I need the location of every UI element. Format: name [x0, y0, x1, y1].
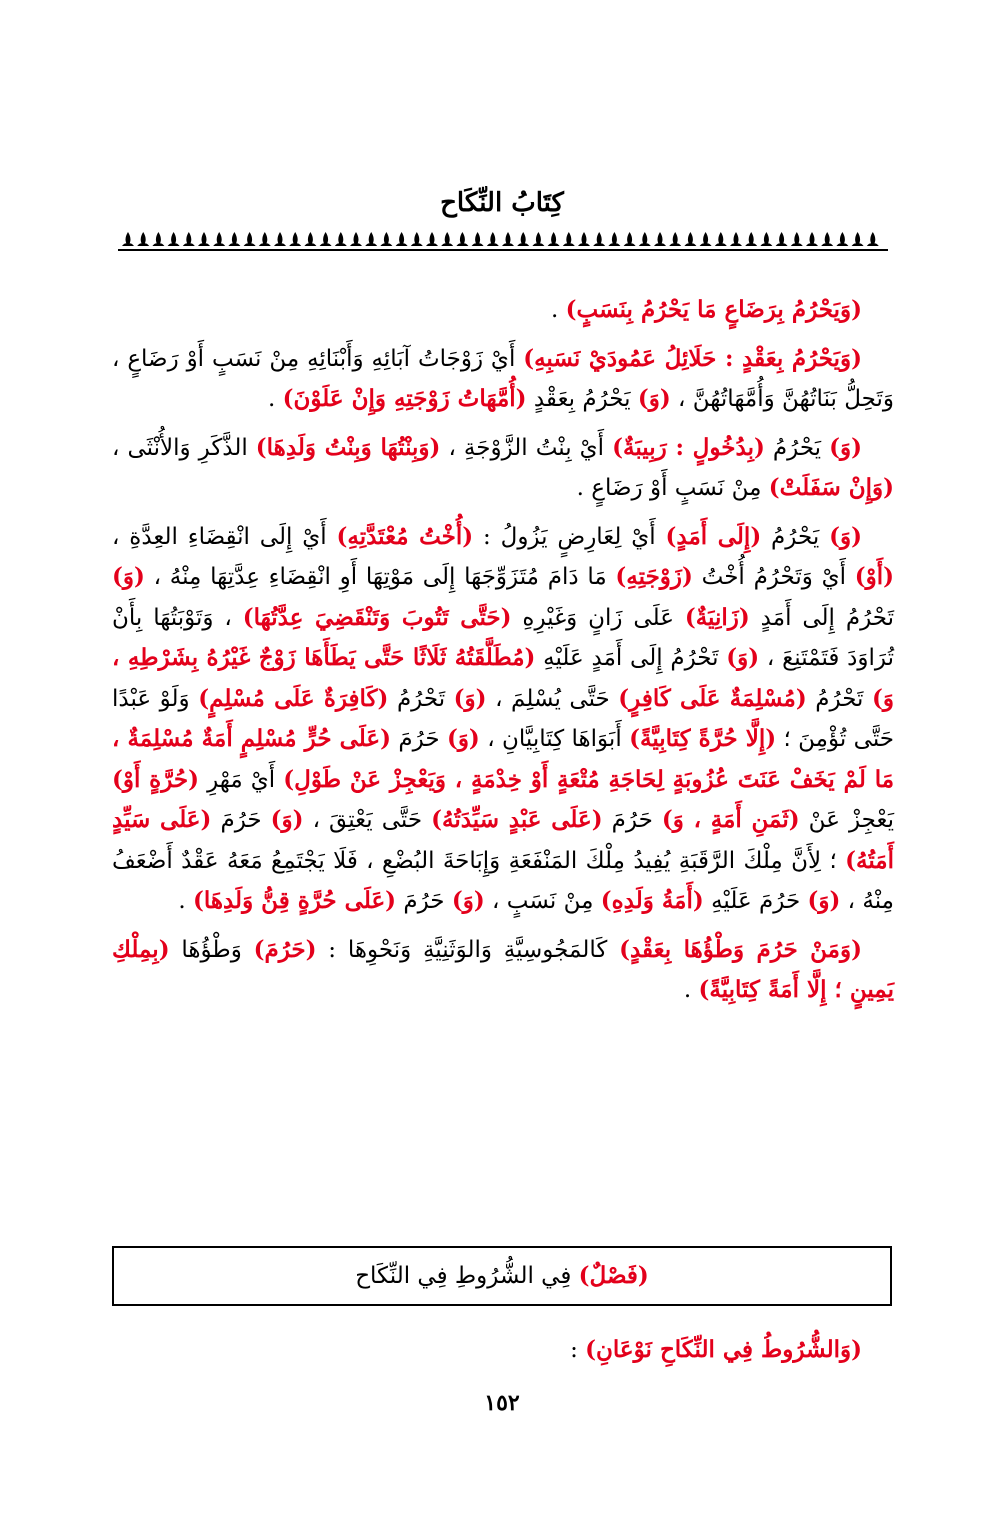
sharh-text: .	[267, 386, 283, 412]
sharh-text: حَتَّى يُسْلِمَ ،	[486, 685, 619, 712]
sharh-text: حَرُمَ	[391, 726, 447, 752]
matn-text: (مُسْلِمَةٌ عَلَى كَافِرٍ)	[618, 684, 807, 712]
matn-text: (عَلَى حُرٍّ مُسْلِمٍ أَمَةٌ مُسْلِمَةٌ ، مَا لَمْ يَخَفْ عَنَتَ عُزُوبَةٍ لِحَاجَةِ مُتْعَةٍ أَوْ خِدْمَةٍ ، وَيَعْجِزْ عَنْ طَوْلِ)	[112, 725, 895, 793]
section-heading-box	[112, 1246, 892, 1306]
matn-text: (حَتَّى تَتُوبَ وَتَنْقَضِيَ عِدَّتُهَا)	[242, 603, 512, 631]
sharh-text: أَيْ زَوْجَاتُ آبَائِهِ وَأَبْنَائِهِ مِنْ نَسَبٍ أَوْ رَضَاعٍ ، وَتَحِلُّ بَنَاتُهُنَّ وَأُمَّهَاتُهُنَّ ،	[112, 345, 894, 412]
paragraph	[112, 428, 894, 509]
matn-text: (حُرَّةٍ أَوْ)	[112, 765, 200, 793]
matn-text: (وَ)	[829, 522, 862, 550]
matn-text: (وَ)	[807, 887, 841, 914]
main-text	[112, 290, 894, 1019]
sharh-text: ، وَتَوْبَتُهَا بِأَنْ تُرَاوَدَ فَتَمْتَنِعَ ،	[112, 604, 895, 671]
sharh-text: يَحْرُمُ	[764, 434, 830, 461]
sharh-text: يَعْجِزْ عَنْ	[799, 807, 894, 833]
section-title: فِي الشُّرُوطِ فِي النِّكَاح	[355, 1263, 579, 1289]
matn-text: (وَبِنْتُهَا وَبِنْتُ وَلَدِهَا)	[255, 433, 441, 461]
sharh-text: أَبَوَاهَا كِتَابِيَّانِ ،	[479, 726, 630, 752]
matn-text: (إِلَى أَمَدٍ)	[665, 522, 762, 550]
matn-text: (مُطَلَّقَتُهُ ثَلَاثًا حَتَّى يَطَأَهَا زَوْجٌ غَيْرُهُ بِشَرْطِهِ ، وَ)	[112, 644, 894, 712]
matn-text: (وَ)	[453, 684, 487, 712]
sharh-text: تَحْرُمُ	[806, 685, 872, 712]
matn-text: (حَرُمَ)	[253, 935, 317, 963]
section-first-line	[112, 1330, 894, 1370]
matn-text: (بِمِلْكِ يَمِينٍ ؛ إِلَّا أَمَةً كِتَابِيَّةً)	[112, 935, 894, 1003]
matn-text: (وَمَنْ حَرُمَ وَطْؤُهَا بِعَقْدٍ)	[619, 935, 862, 963]
paragraph	[112, 517, 894, 922]
sharh-text: ؛ لِأَنَّ مِلْكَ الرَّقَبَةِ يُفِيدُ مِلْكَ المَنْفَعَةِ وَإِبَاحَةَ البُضْعِ ، فَلَا يَجْتَمِعُ مَعَهُ عَقْدٌ أَضْعَفُ مِنْهُ ،	[112, 847, 894, 914]
matn-text: (أَوْ)	[854, 563, 894, 590]
paragraph	[112, 930, 894, 1011]
sharh-text: مِنْ نَسَبٍ أَوْ رَضَاعٍ .	[576, 475, 769, 501]
section-label: (فَصْلٌ)	[578, 1262, 649, 1289]
section-intro-red: (وَالشُّرُوطُ فِي النِّكَاحِ نَوْعَانِ)	[585, 1336, 862, 1363]
sharh-text: أَيْ مَهْرِ	[199, 766, 284, 793]
section-intro-black: :	[570, 1337, 586, 1363]
matn-text: (ثَمَنِ أَمَةٍ ، وَ)	[661, 806, 800, 833]
matn-text: (وَيَحْرُمُ بِعَقْدٍ : حَلَائِلُ عَمُودَيْ نَسَبِهِ)	[523, 344, 862, 372]
matn-text: (زَانِيَةٌ)	[684, 603, 750, 631]
sharh-text: .	[550, 297, 566, 323]
sharh-text: مَا دَامَ مُتَزَوِّجَهَا إِلَى مَوْتِهَا أَوِ انْقِضَاءِ عِدَّتِهَا مِنْهُ ،	[144, 564, 616, 590]
page-number: ١٥٢	[484, 1390, 520, 1416]
matn-text: (وَيَحْرُمُ بِرَضَاعٍ مَا يَحْرُمُ بِنَسَبٍ)	[565, 296, 862, 323]
sharh-text: تَحْرُمُ إِلَى أَمَدٍ	[749, 604, 895, 631]
sharh-text: يَحْرُمُ بِعَقْدٍ	[526, 386, 638, 412]
sharh-text: مِنْ نَسَبٍ ،	[484, 888, 601, 914]
matn-text: (وَ)	[112, 563, 145, 590]
matn-text: (أُخْتُ مُعْتَدَّتِهِ)	[336, 522, 474, 550]
sharh-text: أَيْ لِعَارِضٍ يَزُولُ :	[473, 523, 666, 550]
sharh-text: يَحْرُمُ	[761, 523, 830, 550]
matn-text: (أَمَةُ وَلَدِهِ)	[600, 887, 704, 914]
sharh-text: عَلَى زَانٍ وَغَيْرِهِ	[511, 604, 685, 631]
sharh-text: أَيْ بِنْتُ الزَّوْجَةِ ،	[440, 434, 613, 461]
sharh-text: .	[683, 977, 699, 1003]
matn-text: (وَ)	[451, 887, 485, 914]
sharh-text: .	[178, 888, 193, 914]
sharh-text: حَرُمَ	[396, 888, 452, 914]
matn-text: (أُمَّهَاتُ زَوْجَتِهِ وَإِنْ عَلَوْنَ)	[282, 385, 527, 412]
matn-text: (إِلَّا حُرَّةً كِتَابِيَّةً)	[629, 725, 777, 752]
paragraph	[112, 339, 894, 420]
sharh-text: أَيْ وَتَحْرُمُ أُخْتُ	[692, 564, 855, 590]
matn-text: (عَلَى سَيِّدٍ أَمَتُهُ)	[112, 806, 894, 874]
paragraph	[112, 290, 894, 331]
matn-text: (وَ)	[446, 725, 480, 752]
matn-text: (كَافِرَةٌ عَلَى مُسْلِمٍ)	[198, 684, 389, 712]
sharh-text: حَرُمَ	[211, 807, 271, 833]
ornament-divider	[118, 226, 888, 252]
sharh-text: وَطْؤُهَا	[169, 936, 254, 963]
matn-text: (وَإِنْ سَفَلَتْ)	[768, 474, 894, 501]
sharh-text: حَتَّى يَعْتِقَ ،	[303, 807, 432, 833]
sharh-text: حَرُمَ	[602, 807, 662, 833]
matn-text: (بِدُخُولٍ : رَبِيبَةٌ)	[612, 433, 765, 461]
sharh-text: تَحْرُمُ	[388, 685, 454, 712]
sharh-text: الذَّكَرِ وَالأُنْثَى ،	[112, 434, 256, 461]
matn-text: (وَ)	[270, 806, 304, 833]
sharh-text: حَرُمَ عَلَيْهِ	[703, 888, 808, 914]
sharh-text: كَالمَجُوسِيَّةِ وَالوَثَنِيَّةِ وَنَحْوِهَا :	[316, 936, 620, 963]
sharh-text: وَلَوْ عَبْدًا حَتَّى تُؤْمِنَ ؛	[112, 685, 894, 752]
matn-text: (عَلَى عَبْدٍ سَيِّدَتُهُ)	[431, 806, 603, 833]
matn-text: (وَ)	[829, 433, 862, 461]
matn-text: (وَ)	[726, 644, 760, 671]
matn-text: (وَ)	[637, 385, 671, 412]
matn-text: (زَوْجَتِهِ)	[615, 563, 693, 590]
chapter-title: كِتَابُ النِّكَاح	[440, 188, 564, 218]
sharh-text: تَحْرُمُ إِلَى أَمَدٍ عَلَيْهِ	[535, 645, 727, 671]
sharh-text: أَيْ إِلَى انْقِضَاءِ العِدَّةِ ،	[112, 523, 337, 550]
matn-text: (عَلَى حُرَّةٍ قِنُّ وَلَدِهَا)	[192, 887, 397, 914]
